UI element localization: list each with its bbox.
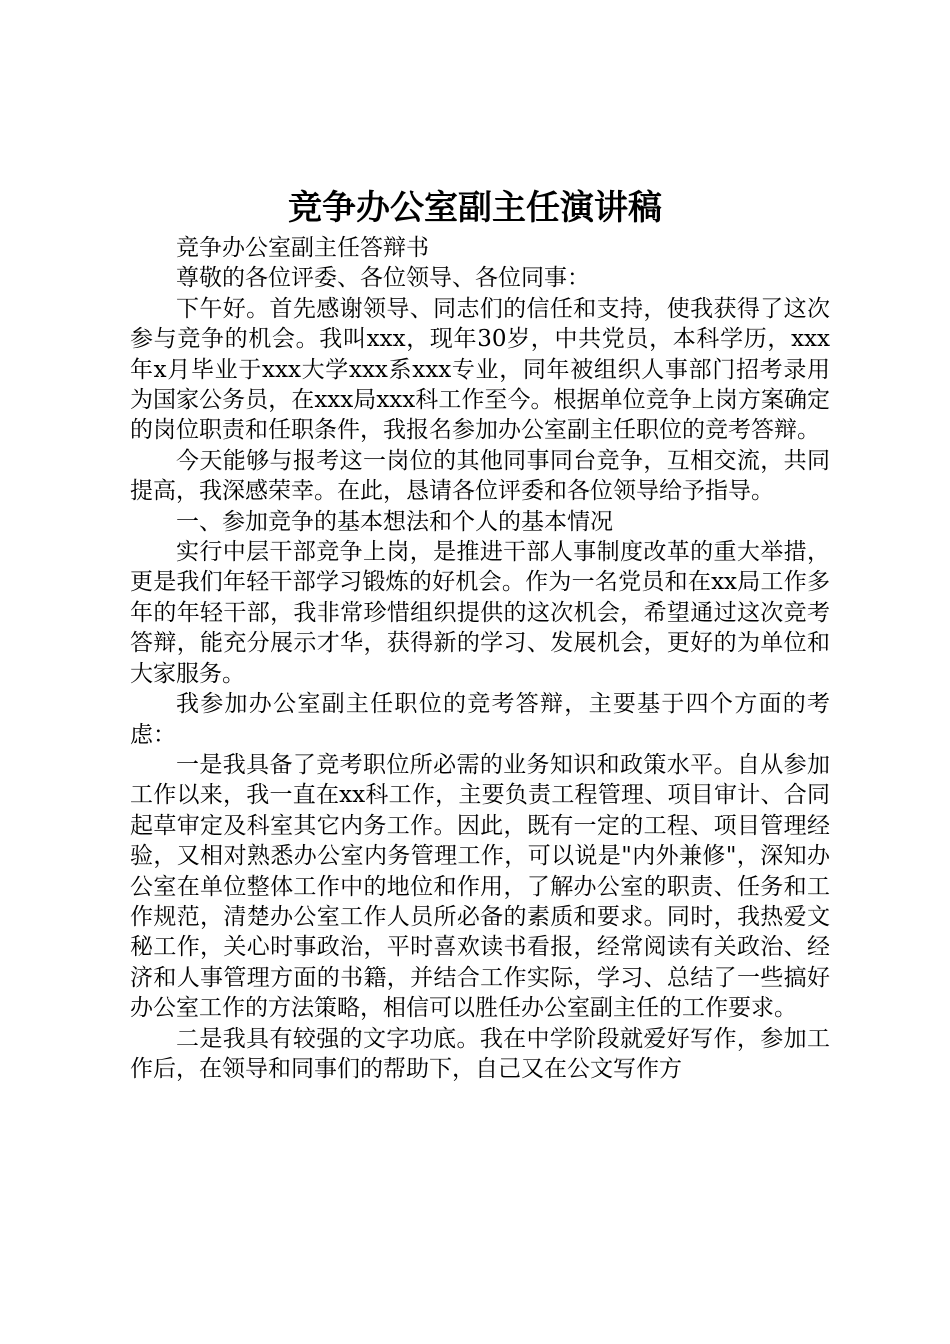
paragraph: 我参加办公室副主任职位的竞考答辩，主要基于四个方面的考虑： xyxy=(130,691,830,748)
paragraph: 实行中层干部竞争上岗，是推进干部人事制度改革的重大举措，更是我们年轻干部学习锻炼的好机会。作为一名党员和在xx局工作多年的年轻干部，我非常珍惜组织提供的这次机会，希望通过这次竞考答辩，能充分展示才华，获得新的学习、发展机会，更好的为单位和大家服务。 xyxy=(130,539,830,687)
document-body xyxy=(130,233,830,1084)
paragraph: 二是我具有较强的文字功底。我在中学阶段就爱好写作，参加工作后，在领导和同事们的帮助下，自己又在公文写作方 xyxy=(130,1025,830,1082)
paragraph: 竞争办公室副主任答辩书 xyxy=(176,235,429,261)
paragraph: 下午好。首先感谢领导、同志们的信任和支持，使我获得了这次参与竞争的机会。我叫xxx，现年30岁，中共党员，本科学历，xxx年x月毕业于xxx大学xxx系xxx专业，同年被组织人事部门招考录用为国家公务员，在xxx局xxx科工作至今。根据单位竞争上岗方案确定的岗位职责和任职条件，我报名参加办公室副主任职位的竞考答辩。 xyxy=(130,295,830,444)
paragraph: 一是我具备了竞考职位所必需的业务知识和政策水平。自从参加工作以来，我一直在xx科工作，主要负责工程管理、项目审计、合同起草审定及科室其它内务工作。因此，既有一定的工程、项目管理经验，又相对熟悉办公室内务管理工作，可以说是"内外兼修"，深知办公室在单位整体工作中的地位和作用，了解办公室的职责、任务和工作规范，清楚办公室工作人员所必备的素质和要求。同时，我热爱文秘工作，关心时事政治，平时喜欢读书看报，经常阅读有关政治、经济和人事管理方面的书籍，并结合工作实际，学习、总结了一些搞好办公室工作的方法策略，相信可以胜任办公室副主任的工作要求。 xyxy=(130,751,830,1022)
paragraph: 尊敬的各位评委、各位领导、各位同事： xyxy=(176,265,590,292)
document-title: 竞争办公室副主任演讲稿 xyxy=(288,188,662,228)
section-heading: 一、参加竞争的基本想法和个人的基本情况 xyxy=(176,508,613,535)
paragraph: 今天能够与报考这一岗位的其他同事同台竞争，互相交流，共同提高，我深感荣幸。在此，恳请各位评委和各位领导给予指导。 xyxy=(130,447,830,505)
